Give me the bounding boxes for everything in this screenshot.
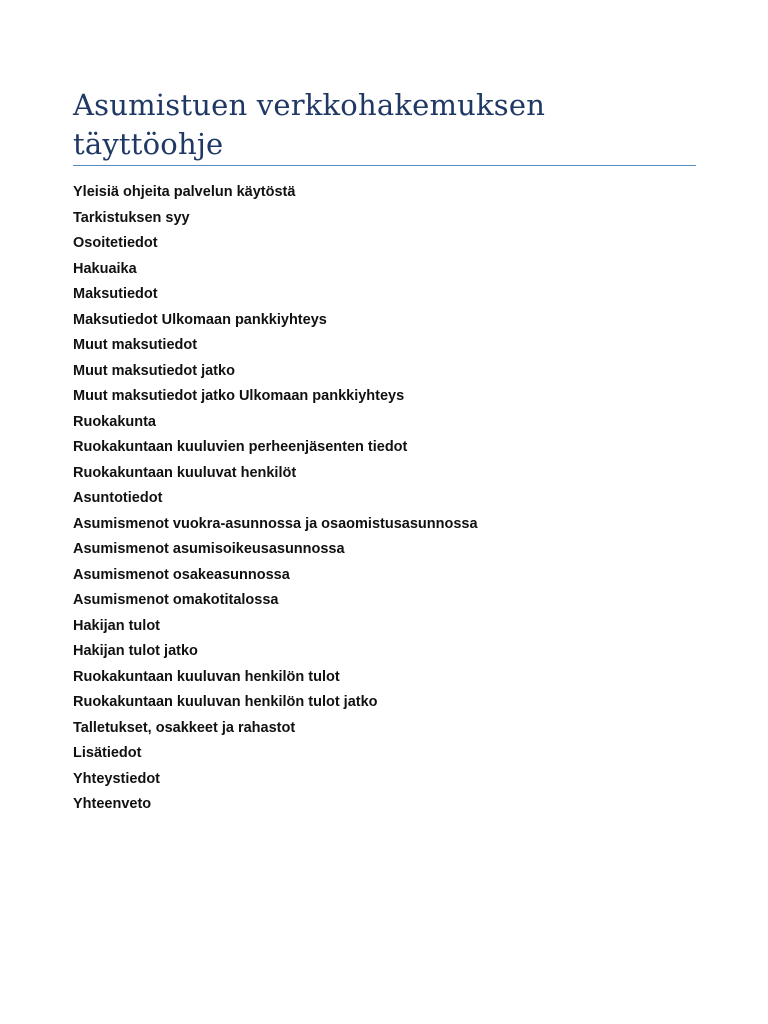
toc-item[interactable]: Ruokakuntaan kuuluvat henkilöt [73,464,297,481]
toc-item[interactable]: Maksutiedot Ulkomaan pankkiyhteys [73,311,327,328]
toc-item[interactable]: Ruokakunta [73,413,156,430]
table-of-contents [73,180,478,818]
toc-item[interactable]: Muut maksutiedot jatko Ulkomaan pankkiyhteys [73,388,405,404]
toc-item[interactable]: Maksutiedot [73,286,158,302]
toc-item[interactable]: Osoitetiedot [73,235,158,251]
title-underline-rule [73,165,696,166]
toc-item[interactable]: Hakuaika [73,260,137,277]
toc-item[interactable]: Hakijan tulot jatko [73,643,198,659]
toc-item[interactable]: Muut maksutiedot jatko [73,362,235,379]
toc-item[interactable]: Talletukset, osakkeet ja rahastot [73,719,296,736]
toc-item[interactable]: Asumismenot asumisoikeusasunnossa [73,541,345,557]
toc-item[interactable]: Yleisiä ohjeita palvelun käytöstä [73,184,296,200]
toc-item[interactable]: Yhteenveto [73,796,152,812]
toc-item[interactable]: Asumismenot vuokra-asunnossa ja osaomistusasunnossa [73,515,478,532]
document-title-line-2: täyttöohje [73,127,224,161]
toc-item[interactable]: Ruokakuntaan kuuluvan henkilön tulot [73,668,340,685]
toc-item[interactable]: Yhteystiedot [73,770,161,787]
toc-item[interactable]: Asumismenot osakeasunnossa [73,566,290,583]
document-title-line-1: Asumistuen verkkohakemuksen [73,88,546,122]
toc-item[interactable]: Asumismenot omakotitalossa [73,592,279,608]
toc-item[interactable]: Lisätiedot [73,745,142,761]
document-title [73,86,713,164]
toc-item[interactable]: Asuntotiedot [73,490,163,506]
toc-item[interactable]: Ruokakuntaan kuuluvien perheenjäsenten tiedot [73,439,408,455]
toc-item[interactable]: Muut maksutiedot [73,337,198,353]
toc-item[interactable]: Hakijan tulot [73,617,161,634]
toc-item[interactable]: Ruokakuntaan kuuluvan henkilön tulot jatko [73,694,378,710]
toc-item[interactable]: Tarkistuksen syy [73,209,190,226]
